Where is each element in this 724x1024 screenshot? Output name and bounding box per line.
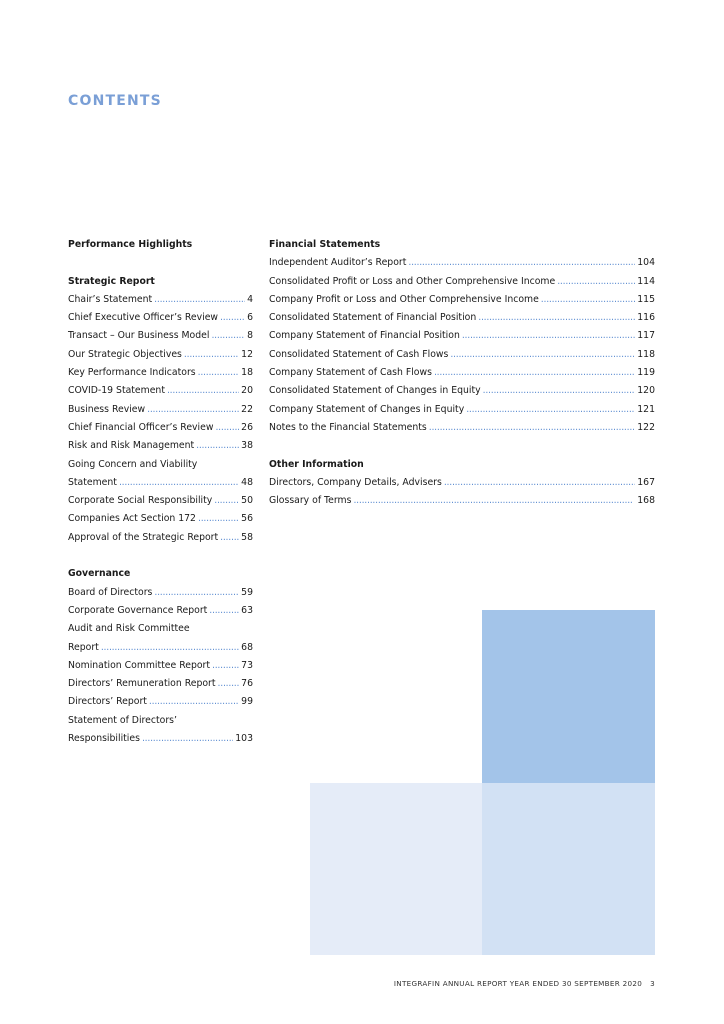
toc-entry[interactable]	[68, 639, 253, 657]
entry-page-number: 122	[637, 421, 655, 433]
entry-title: Audit and Risk Committee	[68, 623, 190, 635]
dot-leader	[220, 309, 245, 327]
toc-entry[interactable]	[68, 474, 253, 492]
dot-leader	[119, 474, 239, 492]
dot-leader	[444, 474, 635, 492]
entry-page-number: 48	[241, 476, 253, 488]
toc-entry[interactable]	[68, 602, 253, 620]
toc-entry[interactable]	[68, 510, 253, 528]
dot-leader	[557, 273, 635, 291]
decorative-square-dark	[482, 610, 655, 783]
dot-leader	[466, 401, 635, 419]
footer-text: INTEGRAFIN ANNUAL REPORT YEAR ENDED 30 SEPTEMBER 2020	[393, 979, 643, 988]
toc-entry[interactable]	[269, 492, 655, 510]
entry-page-number: 26	[241, 421, 253, 433]
entry-page-number: 22	[241, 403, 253, 415]
entry-title: Nomination Committee Report	[68, 659, 211, 671]
entry-page-number: 114	[637, 275, 655, 287]
entry-title: Consolidated Profit or Loss and Other Comprehensive Income	[269, 275, 556, 287]
dot-leader	[218, 675, 240, 693]
dot-leader	[154, 584, 239, 602]
entry-page-number: 120	[637, 385, 655, 397]
dot-leader	[450, 346, 635, 364]
entry-title: Responsibilities	[68, 733, 140, 745]
entry-page-number: 121	[637, 403, 655, 415]
entry-title: Key Performance Indicators	[68, 367, 196, 379]
toc-entry[interactable]	[68, 364, 253, 382]
dot-leader	[142, 730, 233, 748]
entry-title: Company Statement of Changes in Equity	[269, 403, 465, 415]
toc-entry[interactable]	[68, 327, 253, 345]
entry-page-number: 58	[241, 531, 253, 543]
entry-page-number: 50	[241, 495, 253, 507]
toc-entry[interactable]	[269, 291, 655, 309]
toc-entry[interactable]	[269, 309, 655, 327]
toc-entry[interactable]	[68, 419, 253, 437]
toc-entry[interactable]	[68, 584, 253, 602]
dot-leader	[101, 639, 239, 657]
toc-entry[interactable]	[68, 657, 253, 675]
entry-title: Chair’s Statement	[68, 293, 153, 305]
entry-title: Going Concern and Viability	[68, 458, 198, 470]
dot-leader	[198, 510, 239, 528]
entry-title: Directors’ Remuneration Report	[68, 678, 216, 690]
toc-entry[interactable]	[68, 437, 253, 455]
entry-title: Glossary of Terms	[269, 495, 352, 507]
dot-leader	[196, 437, 239, 455]
entry-page-number: 20	[241, 385, 253, 397]
toc-entry[interactable]	[68, 712, 253, 730]
entry-title: Independent Auditor’s Report	[269, 257, 407, 269]
dot-leader	[214, 492, 239, 510]
entry-page-number: 167	[637, 476, 655, 488]
section-heading: Performance Highlights	[68, 239, 193, 250]
entry-page-number: 104	[637, 257, 655, 269]
toc-entry[interactable]	[68, 693, 253, 711]
decorative-square-mid	[482, 783, 655, 955]
entry-title: Company Statement of Cash Flows	[269, 367, 432, 379]
entry-page-number: 59	[241, 586, 253, 598]
dot-leader	[167, 382, 239, 400]
entry-page-number: 38	[241, 440, 253, 452]
entry-page-number: 6	[247, 312, 253, 324]
dot-leader	[434, 364, 635, 382]
entry-title: Business Review	[68, 403, 146, 415]
toc-entry[interactable]	[68, 730, 253, 748]
toc-entry[interactable]	[269, 273, 655, 291]
entry-page-number: 168	[637, 495, 655, 507]
entry-title: Directors’ Report	[68, 696, 147, 708]
toc-entry[interactable]	[68, 401, 253, 419]
dot-leader	[147, 401, 239, 419]
section-heading: Other Information	[269, 458, 364, 470]
entry-page-number: 4	[247, 293, 253, 305]
entry-title: Consolidated Statement of Cash Flows	[269, 348, 449, 360]
entry-title: Companies Act Section 172	[68, 513, 196, 525]
dot-leader	[220, 529, 239, 547]
toc-entry[interactable]	[68, 456, 253, 474]
section-heading: Governance	[68, 568, 131, 580]
toc-entry[interactable]	[269, 346, 655, 364]
dot-leader	[429, 419, 636, 437]
toc-entry[interactable]	[68, 291, 253, 309]
entry-title: Risk and Risk Management	[68, 440, 195, 452]
dot-leader	[149, 693, 239, 711]
toc-entry[interactable]	[68, 492, 253, 510]
dot-leader	[215, 419, 239, 437]
entry-page-number: 119	[637, 367, 655, 379]
toc-entry[interactable]	[68, 346, 253, 364]
toc-entry[interactable]	[269, 474, 655, 492]
page-number: 3	[650, 979, 655, 988]
entry-page-number: 99	[241, 696, 253, 708]
toc-entry[interactable]	[68, 620, 253, 638]
toc-section	[68, 236, 253, 254]
section-heading: Financial Statements	[269, 239, 381, 250]
dot-leader	[541, 291, 635, 309]
entry-page-number: 18	[241, 367, 253, 379]
page-title: CONTENTS	[68, 93, 162, 109]
entry-page-number: 76	[241, 678, 253, 690]
toc-entry[interactable]	[269, 364, 655, 382]
entry-title: Corporate Governance Report	[68, 604, 208, 616]
entry-title: COVID-19 Statement	[68, 385, 165, 397]
toc-section	[269, 236, 655, 437]
toc-entry[interactable]	[68, 529, 253, 547]
entry-title: Our Strategic Objectives	[68, 348, 182, 360]
dot-leader	[478, 309, 635, 327]
entry-page-number: 68	[241, 641, 253, 653]
entry-page-number: 118	[637, 348, 655, 360]
decorative-square-light	[310, 783, 482, 955]
entry-page-number: 117	[637, 330, 655, 342]
toc-entry[interactable]	[269, 254, 655, 272]
entry-title: Statement	[68, 476, 117, 488]
entry-title: Board of Directors	[68, 586, 153, 598]
toc-entry[interactable]	[269, 382, 655, 400]
dot-leader	[184, 346, 239, 364]
entry-title: Directors, Company Details, Advisers	[269, 476, 442, 488]
entry-page-number: 12	[241, 348, 253, 360]
dot-leader	[483, 382, 636, 400]
entry-title: Transact – Our Business Model	[68, 330, 210, 342]
contents-right-column	[269, 236, 655, 529]
toc-entry[interactable]	[68, 309, 253, 327]
section-heading: Strategic Report	[68, 275, 155, 287]
dot-leader	[408, 254, 635, 272]
entry-title: Notes to the Financial Statements	[269, 421, 427, 433]
entry-title: Company Profit or Loss and Other Comprehensive Income	[269, 293, 539, 305]
entry-page-number: 56	[241, 513, 253, 525]
toc-entry[interactable]	[68, 382, 253, 400]
entry-page-number: 103	[235, 733, 253, 745]
dot-leader	[462, 327, 635, 345]
entry-page-number: 8	[247, 330, 253, 342]
dot-leader	[209, 602, 239, 620]
toc-section	[269, 456, 655, 511]
entry-page-number: 73	[241, 659, 253, 671]
toc-entry[interactable]	[269, 327, 655, 345]
toc-entry[interactable]	[269, 419, 655, 437]
dot-leader	[212, 657, 239, 675]
entry-page-number: 116	[637, 312, 655, 324]
toc-entry[interactable]	[269, 401, 655, 419]
dot-leader	[353, 492, 635, 510]
toc-section	[68, 273, 253, 547]
entry-title: Statement of Directors’	[68, 714, 177, 726]
contents-left-column	[68, 236, 253, 767]
toc-section	[68, 565, 253, 748]
entry-title: Consolidated Statement of Financial Position	[269, 312, 477, 324]
entry-title: Corporate Social Responsibility	[68, 495, 213, 507]
entry-title: Approval of the Strategic Report	[68, 531, 219, 543]
entry-title: Chief Financial Officer’s Review	[68, 421, 214, 433]
dot-leader	[154, 291, 245, 309]
dot-leader	[198, 364, 240, 382]
entry-title: Consolidated Statement of Changes in Equity	[269, 385, 481, 397]
dot-leader	[211, 327, 245, 345]
entry-page-number: 115	[637, 293, 655, 305]
entry-page-number: 63	[241, 604, 253, 616]
page-footer	[394, 979, 655, 988]
toc-entry[interactable]	[68, 675, 253, 693]
entry-title: Chief Executive Officer’s Review	[68, 312, 219, 324]
entry-title: Company Statement of Financial Position	[269, 330, 460, 342]
entry-title: Report	[68, 641, 99, 653]
